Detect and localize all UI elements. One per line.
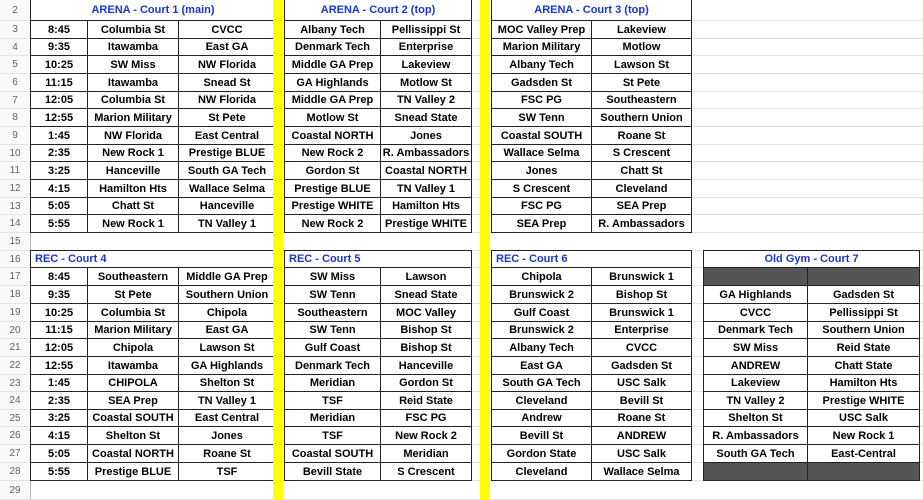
team-cell[interactable]: South GA Tech bbox=[178, 161, 276, 180]
team-cell[interactable]: Prestige WHITE bbox=[380, 214, 472, 233]
time-cell[interactable]: 12:55 bbox=[30, 108, 88, 127]
team-cell[interactable]: Gulf Coast bbox=[491, 303, 592, 322]
team-cell[interactable]: Lakeview bbox=[703, 374, 808, 392]
team-cell[interactable]: Southeastern bbox=[284, 303, 381, 322]
team-cell[interactable]: Cleveland bbox=[591, 179, 692, 198]
team-cell[interactable]: Hamilton Hts bbox=[807, 374, 920, 392]
team-cell[interactable]: St Pete bbox=[87, 285, 179, 304]
team-cell[interactable]: New Rock 1 bbox=[87, 214, 179, 233]
team-cell[interactable]: New Rock 1 bbox=[87, 144, 179, 162]
team-cell[interactable]: Southern Union bbox=[178, 285, 276, 304]
team-cell[interactable]: South GA Tech bbox=[491, 374, 592, 392]
team-cell[interactable]: Lakeview bbox=[591, 20, 692, 39]
team-cell[interactable]: Wallace Selma bbox=[178, 179, 276, 198]
team-cell[interactable]: New Rock 2 bbox=[380, 426, 472, 445]
team-cell[interactable]: R. Ambassadors bbox=[380, 144, 472, 162]
team-cell[interactable]: Lawson St bbox=[591, 55, 692, 74]
team-cell[interactable]: Denmark Tech bbox=[703, 321, 808, 339]
team-cell[interactable]: CVCC bbox=[703, 303, 808, 322]
team-cell[interactable]: Jones bbox=[380, 126, 472, 145]
court-title: REC - Court 5 bbox=[284, 250, 472, 268]
team-cell[interactable]: Columbia St bbox=[87, 20, 179, 39]
team-cell[interactable]: Southeastern bbox=[87, 267, 179, 286]
team-cell[interactable]: Coastal SOUTH bbox=[87, 409, 179, 427]
team-cell[interactable]: Marion Military bbox=[491, 38, 592, 56]
row-header[interactable]: 23 bbox=[0, 375, 31, 392]
team-cell[interactable]: Gadsden St bbox=[591, 356, 692, 375]
team-cell[interactable]: CVCC bbox=[178, 20, 276, 39]
team-cell[interactable]: Lawson bbox=[380, 267, 472, 286]
team-cell[interactable]: Southern Union bbox=[807, 321, 920, 339]
team-cell[interactable]: Meridian bbox=[380, 444, 472, 463]
team-cell[interactable]: New Rock 2 bbox=[284, 214, 381, 233]
team-cell[interactable]: USC Salk bbox=[591, 374, 692, 392]
team-cell[interactable]: St Pete bbox=[591, 73, 692, 92]
team-cell[interactable]: Brunswick 1 bbox=[591, 303, 692, 322]
row-header[interactable]: 10 bbox=[0, 145, 31, 162]
time-cell[interactable]: 11:15 bbox=[30, 73, 88, 92]
team-cell[interactable]: Shelton St bbox=[87, 426, 179, 445]
row-header[interactable]: 11 bbox=[0, 162, 31, 180]
row-header[interactable]: 7 bbox=[0, 92, 31, 109]
row-header[interactable]: 19 bbox=[0, 304, 31, 322]
team-cell[interactable]: Albany Tech bbox=[491, 338, 592, 357]
time-cell[interactable]: 8:45 bbox=[30, 267, 88, 286]
team-cell[interactable]: Reid State bbox=[380, 391, 472, 410]
team-cell[interactable]: Chipola bbox=[178, 303, 276, 322]
team-cell[interactable]: NW Florida bbox=[87, 126, 179, 145]
team-cell[interactable]: NW Florida bbox=[178, 91, 276, 109]
team-cell[interactable]: East Central bbox=[178, 126, 276, 145]
team-cell[interactable]: Wallace Selma bbox=[591, 462, 692, 481]
time-cell[interactable]: 2:35 bbox=[30, 144, 88, 162]
team-cell[interactable]: Prestige WHITE bbox=[807, 391, 920, 410]
team-cell[interactable]: ANDREW bbox=[703, 356, 808, 375]
time-cell[interactable]: 5:55 bbox=[30, 214, 88, 233]
team-cell[interactable]: Reid State bbox=[807, 338, 920, 357]
row-header[interactable]: 21 bbox=[0, 339, 31, 357]
team-cell[interactable]: Snead State bbox=[380, 108, 472, 127]
court-title: ARENA - Court 1 (main) bbox=[30, 0, 276, 21]
team-cell[interactable]: Itawamba bbox=[87, 38, 179, 56]
team-cell[interactable]: R. Ambassadors bbox=[591, 214, 692, 233]
row-header[interactable]: 17 bbox=[0, 268, 31, 286]
court-title: ARENA - Court 3 (top) bbox=[491, 0, 692, 21]
time-cell[interactable]: 10:25 bbox=[30, 303, 88, 322]
team-cell[interactable]: Itawamba bbox=[87, 356, 179, 375]
team-cell[interactable]: Gordon St bbox=[284, 161, 381, 180]
highlight-bar bbox=[480, 251, 490, 500]
team-cell[interactable]: S Crescent bbox=[380, 462, 472, 481]
team-cell[interactable]: Middle GA Prep bbox=[284, 91, 381, 109]
row-header[interactable]: 22 bbox=[0, 357, 31, 375]
team-cell[interactable]: ANDREW bbox=[591, 426, 692, 445]
team-cell[interactable]: Snead State bbox=[380, 285, 472, 304]
team-cell[interactable]: Motlow St bbox=[284, 108, 381, 127]
time-cell[interactable]: 5:55 bbox=[30, 462, 88, 481]
team-cell[interactable]: MOC Valley Prep bbox=[491, 20, 592, 39]
time-cell[interactable]: 2:35 bbox=[30, 391, 88, 410]
team-cell[interactable]: Columbia St bbox=[87, 91, 179, 109]
time-cell[interactable]: 11:15 bbox=[30, 321, 88, 339]
blocked-cell[interactable] bbox=[703, 462, 808, 481]
team-cell[interactable]: TSF bbox=[178, 462, 276, 481]
team-cell[interactable]: Southeastern bbox=[591, 91, 692, 109]
time-cell[interactable]: 4:15 bbox=[30, 179, 88, 198]
team-cell[interactable]: Enterprise bbox=[591, 321, 692, 339]
team-cell[interactable]: Brunswick 2 bbox=[491, 321, 592, 339]
team-cell[interactable]: Albany Tech bbox=[491, 55, 592, 74]
team-cell[interactable]: Brunswick 2 bbox=[491, 285, 592, 304]
team-cell[interactable]: Chipola bbox=[87, 338, 179, 357]
row-header[interactable]: 25 bbox=[0, 410, 31, 427]
team-cell[interactable]: SW Miss bbox=[87, 55, 179, 74]
team-cell[interactable]: FSC PG bbox=[380, 409, 472, 427]
time-cell[interactable]: 10:25 bbox=[30, 55, 88, 74]
team-cell[interactable]: Coastal NORTH bbox=[87, 444, 179, 463]
team-cell[interactable]: Gordon State bbox=[491, 444, 592, 463]
team-cell[interactable]: Albany Tech bbox=[284, 20, 381, 39]
team-cell[interactable]: Prestige BLUE bbox=[178, 144, 276, 162]
team-cell[interactable]: Denmark Tech bbox=[284, 38, 381, 56]
team-cell[interactable]: Meridian bbox=[284, 374, 381, 392]
row-header[interactable]: 28 bbox=[0, 463, 31, 481]
team-cell[interactable]: Pellissippi St bbox=[380, 20, 472, 39]
team-cell[interactable]: East GA bbox=[178, 38, 276, 56]
team-cell[interactable]: CHIPOLA bbox=[87, 374, 179, 392]
time-cell[interactable]: 12:55 bbox=[30, 356, 88, 375]
team-cell[interactable]: New Rock 1 bbox=[807, 426, 920, 445]
team-cell[interactable]: S Crescent bbox=[491, 179, 592, 198]
row-header[interactable]: 3 bbox=[0, 21, 31, 39]
row-header[interactable]: 24 bbox=[0, 392, 31, 410]
blocked-cell[interactable] bbox=[703, 267, 808, 286]
team-cell[interactable]: Itawamba bbox=[87, 73, 179, 92]
time-cell[interactable]: 9:35 bbox=[30, 38, 88, 56]
team-cell[interactable]: East GA bbox=[491, 356, 592, 375]
team-cell[interactable]: East GA bbox=[178, 321, 276, 339]
team-cell[interactable]: Southern Union bbox=[591, 108, 692, 127]
team-cell[interactable]: Coastal NORTH bbox=[284, 126, 381, 145]
team-cell[interactable]: MOC Valley bbox=[380, 303, 472, 322]
team-cell[interactable]: New Rock 2 bbox=[284, 144, 381, 162]
team-cell[interactable]: Cleveland bbox=[491, 462, 592, 481]
team-cell[interactable]: Gulf Coast bbox=[284, 338, 381, 357]
team-cell[interactable]: Bevill State bbox=[284, 462, 381, 481]
team-cell[interactable]: Lawson St bbox=[178, 338, 276, 357]
team-cell[interactable]: Shelton St bbox=[178, 374, 276, 392]
court-title: ARENA - Court 2 (top) bbox=[284, 0, 472, 21]
blocked-cell[interactable] bbox=[807, 462, 920, 481]
blocked-cell[interactable] bbox=[807, 267, 920, 286]
team-cell[interactable]: Brunswick 1 bbox=[591, 267, 692, 286]
team-cell[interactable]: Hamilton Hts bbox=[87, 179, 179, 198]
team-cell[interactable]: Bevill St bbox=[591, 391, 692, 410]
team-cell[interactable]: SEA Prep bbox=[87, 391, 179, 410]
team-cell[interactable]: GA Highlands bbox=[703, 285, 808, 304]
team-cell[interactable]: Bishop St bbox=[591, 285, 692, 304]
time-cell[interactable]: 1:45 bbox=[30, 126, 88, 145]
team-cell[interactable]: Coastal SOUTH bbox=[284, 444, 381, 463]
time-cell[interactable]: 3:25 bbox=[30, 409, 88, 427]
row-header[interactable]: 4 bbox=[0, 39, 31, 56]
team-cell[interactable]: Andrew bbox=[491, 409, 592, 427]
team-cell[interactable]: Jones bbox=[491, 161, 592, 180]
team-cell[interactable]: Enterprise bbox=[380, 38, 472, 56]
court-title: REC - Court 4 bbox=[30, 250, 276, 268]
team-cell[interactable]: Snead St bbox=[178, 73, 276, 92]
team-cell[interactable]: SW Tenn bbox=[284, 285, 381, 304]
time-cell[interactable]: 3:25 bbox=[30, 161, 88, 180]
team-cell[interactable]: East-Central bbox=[807, 444, 920, 463]
time-cell[interactable]: 12:05 bbox=[30, 338, 88, 357]
team-cell[interactable]: East Central bbox=[178, 409, 276, 427]
team-cell[interactable]: USC Salk bbox=[591, 444, 692, 463]
team-cell[interactable]: Shelton St bbox=[703, 409, 808, 427]
team-cell[interactable]: Bishop St bbox=[380, 338, 472, 357]
team-cell[interactable]: Bishop St bbox=[380, 321, 472, 339]
team-cell[interactable]: Roane St bbox=[591, 126, 692, 145]
team-cell[interactable]: SW Tenn bbox=[491, 108, 592, 127]
team-cell[interactable]: Gadsden St bbox=[807, 285, 920, 304]
team-cell[interactable]: SEA Prep bbox=[591, 197, 692, 215]
row-header[interactable]: 20 bbox=[0, 322, 31, 339]
team-cell[interactable]: NW Florida bbox=[178, 55, 276, 74]
team-cell[interactable]: R. Ambassadors bbox=[703, 426, 808, 445]
row-header[interactable]: 9 bbox=[0, 127, 31, 145]
team-cell[interactable]: Cleveland bbox=[491, 391, 592, 410]
row-header[interactable]: 12 bbox=[0, 180, 31, 198]
team-cell[interactable]: GA Highlands bbox=[178, 356, 276, 375]
row-header[interactable]: 14 bbox=[0, 215, 31, 233]
team-cell[interactable]: Columbia St bbox=[87, 303, 179, 322]
team-cell[interactable]: S Crescent bbox=[591, 144, 692, 162]
team-cell[interactable]: Pellissippi St bbox=[807, 303, 920, 322]
row-header[interactable]: 6 bbox=[0, 74, 31, 92]
court-title: REC - Court 6 bbox=[491, 250, 692, 268]
team-cell[interactable]: Prestige BLUE bbox=[87, 462, 179, 481]
team-cell[interactable]: Middle GA Prep bbox=[178, 267, 276, 286]
team-cell[interactable]: FSC PG bbox=[491, 91, 592, 109]
team-cell[interactable]: TN Valley 1 bbox=[178, 391, 276, 410]
team-cell[interactable]: Middle GA Prep bbox=[284, 55, 381, 74]
highlight-bar bbox=[273, 0, 283, 251]
time-cell[interactable]: 8:45 bbox=[30, 20, 88, 39]
team-cell[interactable]: TN Valley 1 bbox=[380, 179, 472, 198]
team-cell[interactable]: GA Highlands bbox=[284, 73, 381, 92]
team-cell[interactable]: TN Valley 2 bbox=[380, 91, 472, 109]
team-cell[interactable]: Roane St bbox=[178, 444, 276, 463]
row-header[interactable]: 16 bbox=[0, 251, 31, 268]
time-cell[interactable]: 5:05 bbox=[30, 197, 88, 215]
team-cell[interactable]: Chipola bbox=[491, 267, 592, 286]
team-cell[interactable]: Coastal SOUTH bbox=[491, 126, 592, 145]
team-cell[interactable]: Jones bbox=[178, 426, 276, 445]
team-cell[interactable]: SW Miss bbox=[284, 267, 381, 286]
highlight-bar bbox=[480, 0, 490, 251]
team-cell[interactable]: Marion Military bbox=[87, 321, 179, 339]
team-cell[interactable]: Chatt St bbox=[591, 161, 692, 180]
team-cell[interactable]: Prestige BLUE bbox=[284, 179, 381, 198]
team-cell[interactable]: TN Valley 2 bbox=[703, 391, 808, 410]
team-cell[interactable]: Meridian bbox=[284, 409, 381, 427]
team-cell[interactable]: St Pete bbox=[178, 108, 276, 127]
team-cell[interactable]: USC Salk bbox=[807, 409, 920, 427]
row-header[interactable]: 5 bbox=[0, 56, 31, 74]
row-header[interactable]: 29 bbox=[0, 481, 31, 500]
team-cell[interactable]: SW Miss bbox=[703, 338, 808, 357]
team-cell[interactable]: Coastal NORTH bbox=[380, 161, 472, 180]
team-cell[interactable]: South GA Tech bbox=[703, 444, 808, 463]
time-cell[interactable]: 4:15 bbox=[30, 426, 88, 445]
team-cell[interactable]: Gordon St bbox=[380, 374, 472, 392]
team-cell[interactable]: Motlow St bbox=[380, 73, 472, 92]
team-cell[interactable]: Chatt St bbox=[87, 197, 179, 215]
highlight-bar bbox=[273, 251, 283, 500]
team-cell[interactable]: SEA Prep bbox=[491, 214, 592, 233]
team-cell[interactable]: Hamilton Hts bbox=[380, 197, 472, 215]
time-cell[interactable]: 1:45 bbox=[30, 374, 88, 392]
team-cell[interactable]: CVCC bbox=[591, 338, 692, 357]
team-cell[interactable]: Motlow bbox=[591, 38, 692, 56]
team-cell[interactable]: Hanceville bbox=[380, 356, 472, 375]
time-cell[interactable]: 5:05 bbox=[30, 444, 88, 463]
team-cell[interactable]: SW Tenn bbox=[284, 321, 381, 339]
row-header[interactable]: 26 bbox=[0, 427, 31, 445]
team-cell[interactable]: TSF bbox=[284, 426, 381, 445]
court-title: Old Gym - Court 7 bbox=[703, 250, 920, 268]
time-cell[interactable]: 12:05 bbox=[30, 91, 88, 109]
team-cell[interactable]: TSF bbox=[284, 391, 381, 410]
team-cell[interactable]: Hanceville bbox=[87, 161, 179, 180]
team-cell[interactable]: Lakeview bbox=[380, 55, 472, 74]
time-cell[interactable]: 9:35 bbox=[30, 285, 88, 304]
team-cell[interactable]: Denmark Tech bbox=[284, 356, 381, 375]
team-cell[interactable]: TN Valley 1 bbox=[178, 214, 276, 233]
team-cell[interactable]: Hanceville bbox=[178, 197, 276, 215]
row-header[interactable]: 8 bbox=[0, 109, 31, 127]
team-cell[interactable]: Roane St bbox=[591, 409, 692, 427]
row-header[interactable]: 13 bbox=[0, 198, 31, 215]
team-cell[interactable]: FSC PG bbox=[491, 197, 592, 215]
team-cell[interactable]: Prestige WHITE bbox=[284, 197, 381, 215]
row-header[interactable]: 27 bbox=[0, 445, 31, 463]
team-cell[interactable]: Chatt State bbox=[807, 356, 920, 375]
row-header[interactable]: 15 bbox=[0, 233, 31, 251]
team-cell[interactable]: Marion Military bbox=[87, 108, 179, 127]
team-cell[interactable]: Wallace Selma bbox=[491, 144, 592, 162]
team-cell[interactable]: Gadsden St bbox=[491, 73, 592, 92]
row-header[interactable]: 18 bbox=[0, 286, 31, 304]
row-header[interactable]: 2 bbox=[0, 0, 31, 21]
team-cell[interactable]: Bevill St bbox=[491, 426, 592, 445]
